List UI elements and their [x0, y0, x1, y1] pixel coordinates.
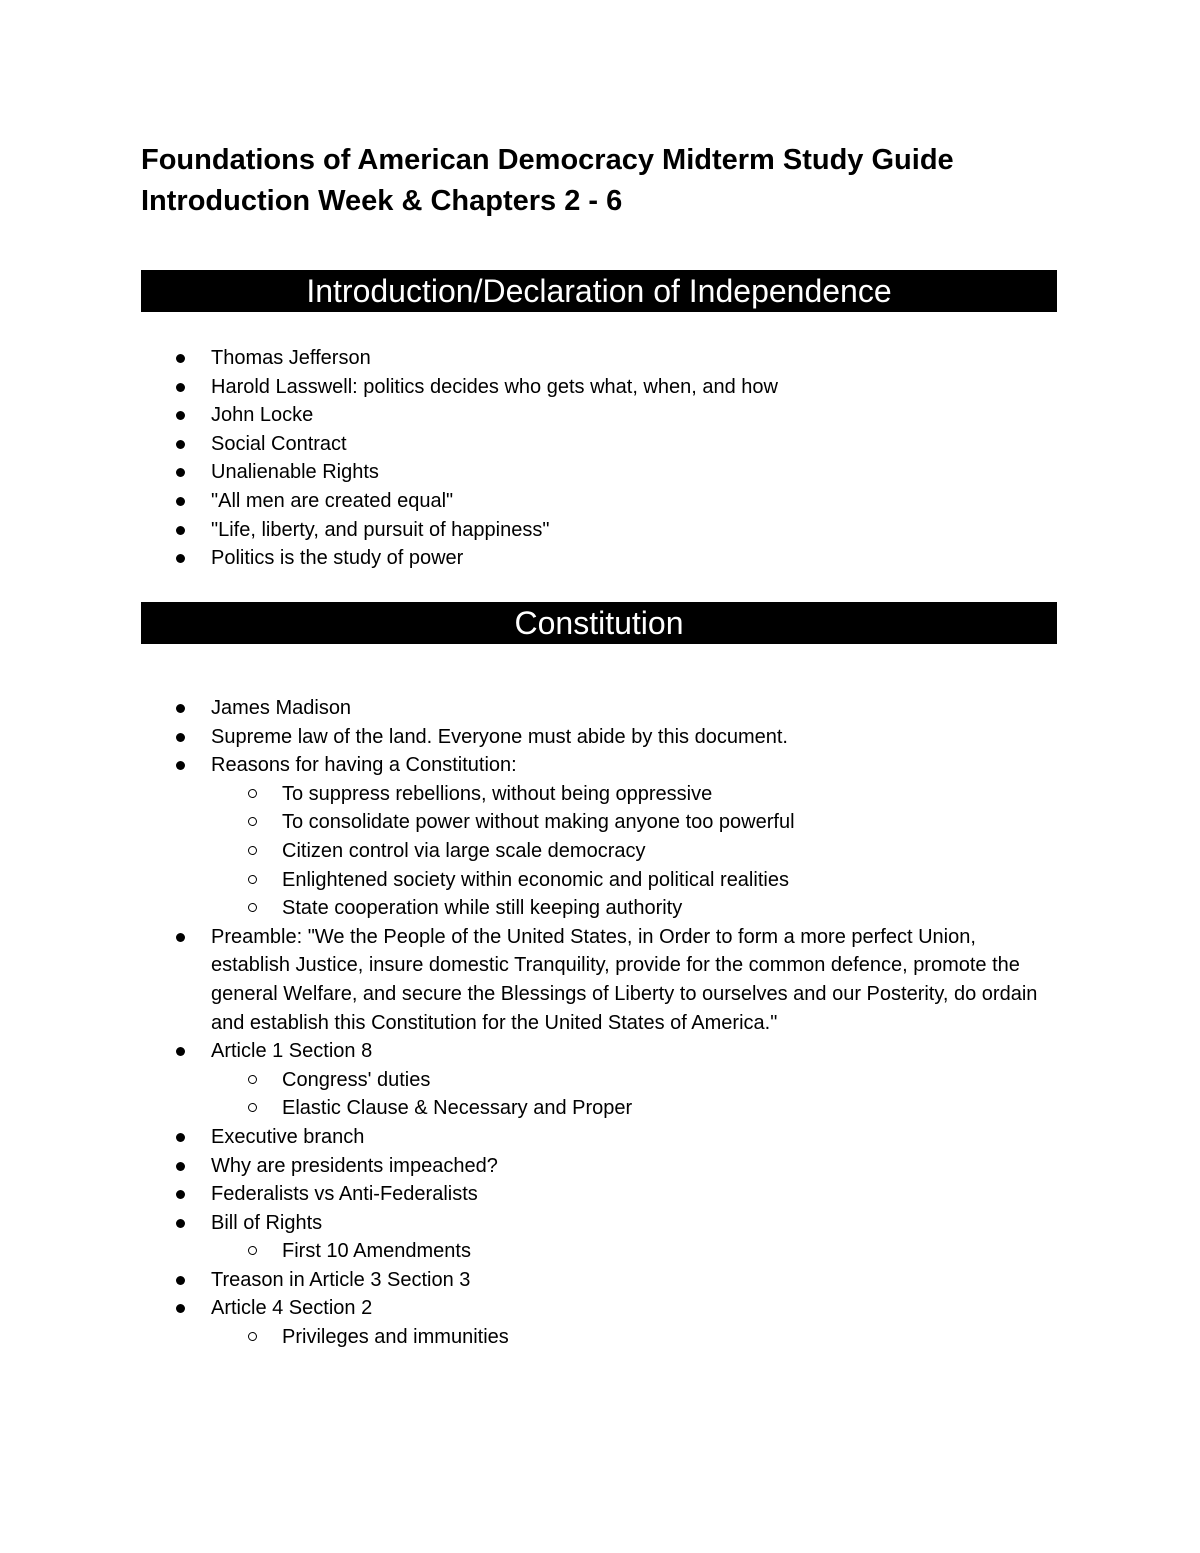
list-item-text: Unalienable Rights: [211, 461, 379, 484]
document-title: [141, 140, 1071, 222]
list-item: [0, 694, 1200, 723]
hollow-bullet-icon: [248, 903, 257, 912]
list-item-text: James Madison: [211, 697, 352, 719]
list-item: [0, 1152, 1200, 1181]
list-item-text: Bill of Rights: [211, 1211, 323, 1234]
filled-bullet-icon: [176, 411, 185, 420]
sub-list-item: [0, 866, 1200, 895]
filled-bullet-icon: [176, 1276, 185, 1285]
list-item-text: "All men are created equal": [211, 489, 454, 512]
filled-bullet-icon: [176, 761, 185, 770]
filled-bullet-icon: [176, 1162, 185, 1171]
introduction-list: [0, 344, 1200, 573]
filled-bullet-icon: [176, 383, 185, 392]
list-item-text: Harold Lasswell: politics decides who gets what, when, and how: [211, 375, 778, 398]
list-item-text: Thomas Jefferson: [211, 347, 371, 369]
sub-list-item: [0, 1066, 1200, 1095]
sub-list-item: [0, 1094, 1200, 1123]
list-item-text: Treason in Article 3 Section 3: [211, 1268, 471, 1291]
list-item: [0, 544, 1200, 573]
title-line-1: Foundations of American Democracy Midterm Study Guide: [141, 144, 954, 176]
filled-bullet-icon: [176, 468, 185, 477]
filled-bullet-icon: [176, 440, 185, 449]
sub-list-item-text: Enlightened society within economic and political realities: [282, 868, 789, 891]
sub-list-item: [0, 808, 1200, 837]
sub-list-item-text: First 10 Amendments: [282, 1240, 471, 1263]
title-line-2: Introduction Week & Chapters 2 - 6: [141, 185, 623, 217]
hollow-bullet-icon: [248, 1075, 257, 1084]
hollow-bullet-icon: [248, 817, 257, 826]
list-item: [0, 430, 1200, 459]
sub-list-item-text: Elastic Clause & Necessary and Proper: [282, 1097, 633, 1120]
sub-list-item: [0, 780, 1200, 809]
list-item-text: Federalists vs Anti-Federalists: [211, 1183, 478, 1206]
hollow-bullet-icon: [248, 1103, 257, 1112]
sub-list-item: [0, 894, 1200, 923]
list-item: [0, 1266, 1200, 1295]
list-item-preamble: [0, 923, 1200, 1037]
hollow-bullet-icon: [248, 875, 257, 884]
list-item: [0, 458, 1200, 487]
filled-bullet-icon: [176, 1304, 185, 1313]
filled-bullet-icon: [176, 1219, 185, 1228]
sub-list-item-text: Privileges and immunities: [282, 1326, 509, 1349]
sub-list-item: [0, 1323, 1200, 1352]
list-item-text: Preamble: "We the People of the United States, in Order to form a more perfect Union, establish Justice, insure domestic Tranquility, provide for the common defence, promote the general Welfare, and secure the Blessings of Liberty to ourselves and our Posterity, do ordain and establish this Constitution for the United States of America.": [211, 925, 1038, 1034]
list-item: [0, 751, 1200, 780]
list-item: [0, 401, 1200, 430]
list-item-text: Supreme law of the land. Everyone must abide by this document.: [211, 725, 788, 748]
filled-bullet-icon: [176, 1190, 185, 1199]
filled-bullet-icon: [176, 526, 185, 535]
sub-list-item: [0, 1237, 1200, 1266]
sub-list-item-text: Citizen control via large scale democracy: [282, 839, 646, 862]
filled-bullet-icon: [176, 554, 185, 563]
list-item-text: Article 1 Section 8: [211, 1040, 373, 1063]
list-item-text: "Life, liberty, and pursuit of happiness": [211, 518, 550, 541]
filled-bullet-icon: [176, 1133, 185, 1142]
filled-bullet-icon: [176, 704, 185, 713]
hollow-bullet-icon: [248, 789, 257, 798]
sub-list-item-text: State cooperation while still keeping authority: [282, 897, 683, 920]
list-item: [0, 1209, 1200, 1238]
section-heading-introduction: Introduction/Declaration of Independence: [141, 270, 1057, 312]
sub-list-item: [0, 837, 1200, 866]
list-item-text: Article 4 Section 2: [211, 1297, 373, 1320]
constitution-list: [0, 694, 1200, 1352]
list-item-text: Social Contract: [211, 432, 347, 455]
filled-bullet-icon: [176, 497, 185, 506]
sub-list-item-text: Congress' duties: [282, 1068, 431, 1091]
sub-list-item-text: To suppress rebellions, without being oppressive: [282, 782, 713, 805]
list-item-text: Why are presidents impeached?: [211, 1154, 498, 1177]
sub-list-item-text: To consolidate power without making anyone too powerful: [282, 811, 795, 834]
list-item: [0, 1037, 1200, 1066]
hollow-bullet-icon: [248, 846, 257, 855]
section-heading-constitution: Constitution: [141, 602, 1057, 644]
list-item: [0, 516, 1200, 545]
filled-bullet-icon: [176, 354, 185, 363]
list-item: [0, 373, 1200, 402]
list-item: [0, 344, 1200, 373]
list-item: [0, 1180, 1200, 1209]
list-item: [0, 1123, 1200, 1152]
filled-bullet-icon: [176, 1047, 185, 1056]
list-item: [0, 1294, 1200, 1323]
list-item-text: Executive branch: [211, 1125, 365, 1148]
list-item-text: John Locke: [211, 404, 314, 427]
list-item-text: Politics is the study of power: [211, 547, 464, 570]
list-item: [0, 487, 1200, 516]
filled-bullet-icon: [176, 933, 185, 942]
hollow-bullet-icon: [248, 1332, 257, 1341]
list-item-text: Reasons for having a Constitution:: [211, 754, 517, 777]
hollow-bullet-icon: [248, 1246, 257, 1255]
list-item: [0, 723, 1200, 752]
filled-bullet-icon: [176, 733, 185, 742]
